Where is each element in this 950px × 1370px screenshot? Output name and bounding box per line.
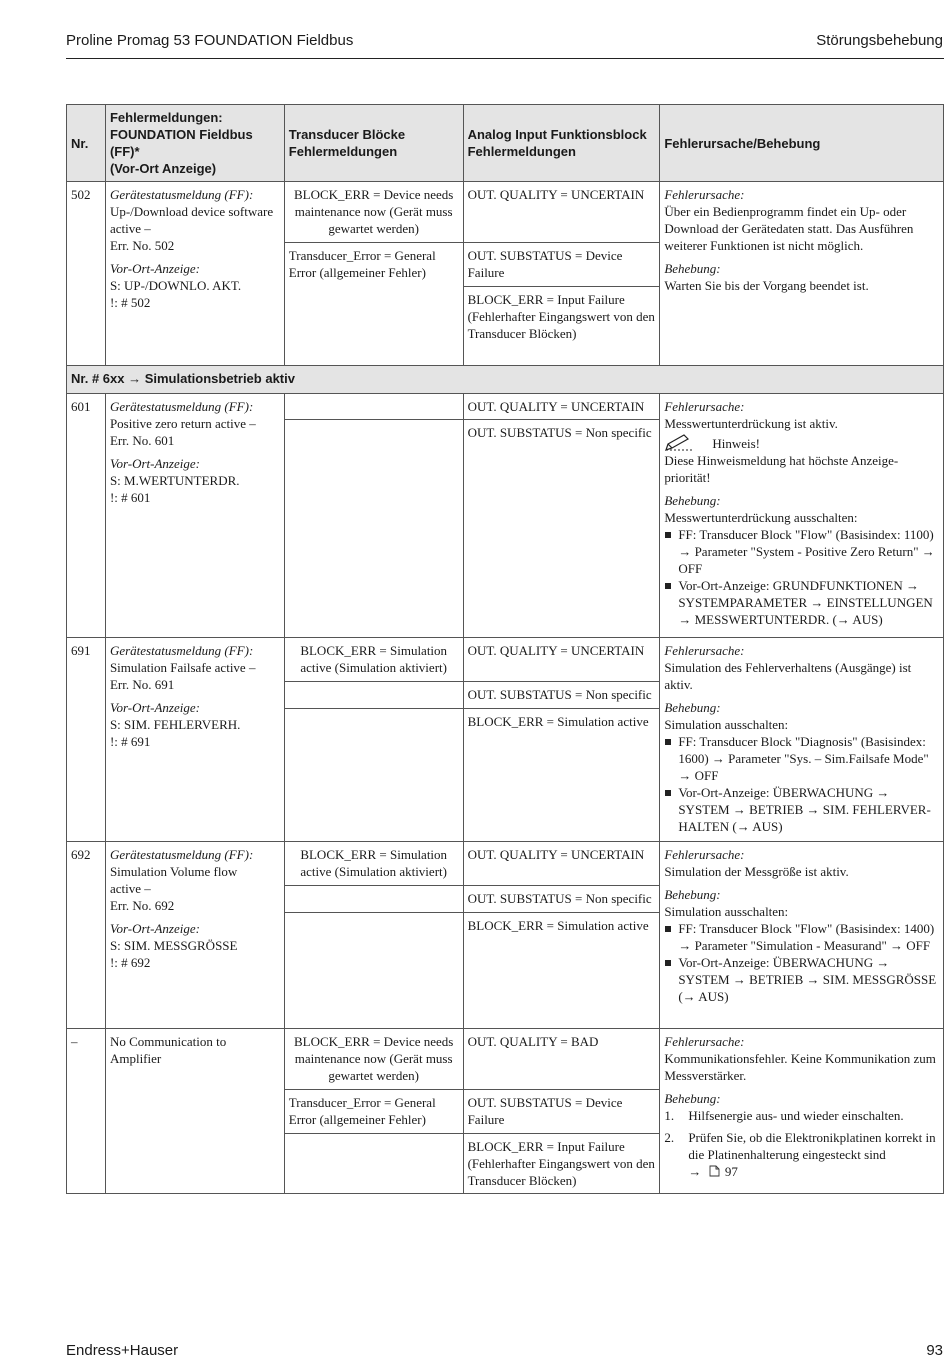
ai-message: OUT. QUALITY = BAD bbox=[464, 1029, 660, 1090]
col-header-ff bbox=[105, 105, 284, 182]
ai-message: OUT. SUBSTATUS = Non specific bbox=[464, 886, 660, 913]
ff-line: active – bbox=[109, 221, 151, 236]
transducer-message: BLOCK_ERR = Device needs maintenance now (Gerät muss gewartet werden) bbox=[285, 1029, 463, 1090]
remedy-list bbox=[664, 526, 939, 628]
ff-line: Up-/Download device software bbox=[109, 204, 274, 219]
col-header-cause: Fehlerursache/Behebung bbox=[660, 105, 944, 182]
transducer-message: BLOCK_ERR = Simulation active (Simulation aktiviert) bbox=[285, 842, 463, 886]
ff-message: No Communication to Amplifier bbox=[105, 1029, 284, 1194]
header-section: Störungsbehebung bbox=[816, 32, 943, 49]
error-number: 691 bbox=[67, 638, 106, 842]
ai-message: OUT. QUALITY = UNCERTAIN bbox=[464, 182, 660, 243]
step-text: Hilfsenergie aus- und wieder einschalten. bbox=[688, 1108, 904, 1123]
cause-remedy bbox=[660, 638, 944, 842]
transducer-message: BLOCK_ERR = Simulation active (Simulation aktiviert) bbox=[285, 638, 463, 682]
local-display-line: S: UP-/DOWNLO. AKT. bbox=[109, 278, 242, 293]
table-header-row bbox=[67, 105, 944, 182]
table-row bbox=[67, 638, 944, 842]
ai-message: OUT. QUALITY = UNCERTAIN bbox=[464, 394, 660, 420]
error-table bbox=[66, 104, 944, 1194]
device-status-label: Gerätestatusmeldung (FF): bbox=[109, 187, 254, 202]
error-number: – bbox=[67, 1029, 106, 1194]
col-header-tb-line: Transducer Blöcke bbox=[288, 127, 406, 142]
transducer-messages bbox=[284, 638, 463, 842]
list-item: Vor-Ort-Anzeige: GRUNDFUNKTIONEN → SYSTEMPARAMETER → EINSTELLUNGEN → MESSWERTUNTERDR. (→ AUS) bbox=[664, 577, 939, 628]
page-reference[interactable] bbox=[688, 1163, 939, 1180]
error-number: 692 bbox=[67, 842, 106, 1029]
transducer-messages bbox=[284, 842, 463, 1029]
ff-line: Err. No. 692 bbox=[109, 898, 175, 913]
remedy-intro: Simulation ausschalten: bbox=[664, 717, 789, 732]
cause-text: Über ein Bedienprogramm findet ein Up- oder Download der Gerätedaten statt. Das Ausführen weiterer Funktionen ist nicht möglich. bbox=[664, 204, 914, 253]
local-display-line: !: # 692 bbox=[109, 955, 151, 970]
transducer-messages bbox=[284, 182, 463, 366]
header-rule bbox=[66, 58, 944, 59]
remedy-label: Behebung: bbox=[664, 887, 721, 902]
col-header-ff-line: (FF)* bbox=[109, 144, 140, 159]
col-header-transducer bbox=[284, 105, 463, 182]
ai-message: OUT. SUBSTATUS = Device Failure bbox=[464, 243, 660, 287]
table-row bbox=[67, 394, 944, 638]
remedy-label: Behebung: bbox=[664, 261, 721, 276]
ff-line: Simulation Volume flow bbox=[109, 864, 238, 879]
col-header-ai-line: Analog Input Funktionsblock bbox=[467, 127, 647, 142]
table-row bbox=[67, 842, 944, 1029]
transducer-message-empty bbox=[285, 394, 463, 420]
cause-remedy bbox=[660, 842, 944, 1029]
remedy-text: Warten Sie bis der Vorgang beendet ist. bbox=[664, 278, 869, 293]
ai-message: OUT. QUALITY = UNCERTAIN bbox=[464, 638, 660, 682]
transducer-messages bbox=[284, 394, 463, 638]
local-display-label: Vor-Ort-Anzeige: bbox=[109, 700, 200, 715]
local-display-line: !: # 691 bbox=[109, 734, 151, 749]
arrow-icon: → bbox=[688, 1164, 702, 1179]
cause-label: Fehlerursache: bbox=[664, 847, 745, 862]
col-header-tb-line: Fehlermeldungen bbox=[288, 144, 398, 159]
ai-messages bbox=[463, 1029, 660, 1194]
local-display-label: Vor-Ort-Anzeige: bbox=[109, 261, 200, 276]
table-row bbox=[67, 182, 944, 366]
local-display-line: S: SIM. FEHLERVERH. bbox=[109, 717, 241, 732]
cause-label: Fehlerursache: bbox=[664, 187, 745, 202]
cause-label: Fehlerursache: bbox=[664, 399, 745, 414]
remedy-intro: Simulation ausschalten: bbox=[664, 904, 789, 919]
ff-line: Err. No. 691 bbox=[109, 677, 175, 692]
remedy-label: Behebung: bbox=[664, 493, 721, 508]
transducer-message: Transducer_Error = General Error (allgemeiner Fehler) bbox=[285, 1090, 463, 1134]
transducer-messages bbox=[284, 1029, 463, 1194]
col-header-analog-input bbox=[463, 105, 660, 182]
remedy-label: Behebung: bbox=[664, 700, 721, 715]
ai-messages bbox=[463, 638, 660, 842]
section-row bbox=[67, 366, 944, 394]
cause-text: Messwertunterdrückung ist aktiv. bbox=[664, 416, 838, 431]
hint-line bbox=[664, 434, 939, 452]
error-number: 601 bbox=[67, 394, 106, 638]
header-title: Proline Promag 53 FOUNDATION Fieldbus bbox=[66, 32, 354, 49]
section-title: Nr. # 6xx → Simulationsbetrieb aktiv bbox=[67, 366, 944, 394]
cause-remedy bbox=[660, 1029, 944, 1194]
remedy-list bbox=[664, 733, 939, 835]
cause-text: Simulation der Messgröße ist aktiv. bbox=[664, 864, 849, 879]
footer-brand: Endress+Hauser bbox=[66, 1342, 179, 1359]
cause-text: Simulation des Fehlerverhaltens (Ausgänge) ist aktiv. bbox=[664, 660, 912, 692]
page-icon bbox=[709, 1165, 720, 1177]
transducer-message: BLOCK_ERR = Device needs maintenance now (Gerät muss gewartet werden) bbox=[285, 182, 463, 243]
local-display-label: Vor-Ort-Anzeige: bbox=[109, 456, 200, 471]
ai-message: OUT. SUBSTATUS = Device Failure bbox=[464, 1090, 660, 1134]
local-display-line: S: SIM. MESSGRÖSSE bbox=[109, 938, 238, 953]
step-number: 1. bbox=[664, 1108, 675, 1123]
list-item: Vor-Ort-Anzeige: ÜBERWACHUNG → SYSTEM → BETRIEB → SIM. MESSGRÖSSE (→ AUS) bbox=[664, 954, 939, 1005]
ai-message: BLOCK_ERR = Input Failure (Fehlerhafter Eingangswert von den Transducer Blöcken) bbox=[467, 292, 655, 341]
col-header-nr: Nr. bbox=[67, 105, 106, 182]
ai-messages bbox=[463, 182, 660, 366]
table-row bbox=[67, 1029, 944, 1194]
footer-page-number: 93 bbox=[926, 1342, 943, 1359]
col-header-ai-line: Fehlermeldungen bbox=[467, 144, 576, 159]
hint-label: Hinweis! bbox=[712, 435, 760, 451]
ai-message: OUT. QUALITY = UNCERTAIN bbox=[464, 842, 660, 886]
ff-line: Simulation Failsafe active – bbox=[109, 660, 256, 675]
local-display-line: S: M.WERTUNTERDR. bbox=[109, 473, 240, 488]
remedy-intro: Messwertunterdrückung ausschalten: bbox=[664, 510, 858, 525]
hint-text: Diese Hinweismeldung hat höchste Anzeige-priorität! bbox=[664, 453, 899, 485]
cause-remedy bbox=[660, 394, 944, 638]
ff-message bbox=[105, 182, 284, 366]
ff-line: Err. No. 502 bbox=[109, 238, 175, 253]
ai-message: OUT. SUBSTATUS = Non specific bbox=[467, 425, 652, 440]
cause-remedy bbox=[660, 182, 944, 366]
list-item: FF: Transducer Block "Flow" (Basisindex: 1100) → Parameter "System - Positive Zero Return" → OFF bbox=[664, 526, 939, 577]
page-number: 97 bbox=[724, 1164, 738, 1179]
ff-message bbox=[105, 638, 284, 842]
local-display-label: Vor-Ort-Anzeige: bbox=[109, 921, 200, 936]
ff-message bbox=[105, 842, 284, 1029]
col-header-ff-line: (Vor-Ort Anzeige) bbox=[109, 161, 217, 176]
device-status-label: Gerätestatusmeldung (FF): bbox=[109, 399, 254, 414]
col-header-ff-line: Fehlermeldungen: bbox=[109, 110, 223, 125]
step-number: 2. bbox=[664, 1130, 675, 1145]
transducer-message-empty bbox=[285, 886, 463, 913]
device-status-label: Gerätestatusmeldung (FF): bbox=[109, 643, 254, 658]
ai-messages bbox=[463, 394, 660, 638]
local-display-line: !: # 601 bbox=[109, 490, 151, 505]
ai-message: BLOCK_ERR = Input Failure (Fehlerhafter Eingangswert von den Transducer Blöcken) bbox=[467, 1139, 655, 1188]
remedy-list bbox=[664, 920, 939, 1005]
ff-line: Positive zero return active – bbox=[109, 416, 256, 431]
list-item bbox=[664, 1107, 939, 1124]
remedy-steps bbox=[664, 1107, 939, 1180]
list-item: Vor-Ort-Anzeige: ÜBERWACHUNG → SYSTEM → BETRIEB → SIM. FEHLERVER-HALTEN (→ AUS) bbox=[664, 784, 939, 835]
list-item: FF: Transducer Block "Flow" (Basisindex: 1400) → Parameter "Simulation - Measurand" → OFF bbox=[664, 920, 939, 954]
cause-label: Fehlerursache: bbox=[664, 1034, 745, 1049]
ff-message bbox=[105, 394, 284, 638]
remedy-label: Behebung: bbox=[664, 1091, 721, 1106]
transducer-message: Transducer_Error = General Error (allgemeiner Fehler) bbox=[288, 248, 436, 280]
list-item: FF: Transducer Block "Diagnosis" (Basisindex: 1600) → Parameter "Sys. – Sim.Failsafe Mode" → OFF bbox=[664, 733, 939, 784]
ff-line: active – bbox=[109, 881, 151, 896]
cause-text: Kommunikationsfehler. Keine Kommunikation zum Messverstärker. bbox=[664, 1051, 936, 1083]
ai-messages bbox=[463, 842, 660, 1029]
ff-line: Err. No. 601 bbox=[109, 433, 175, 448]
col-header-ff-line: FOUNDATION Fieldbus bbox=[109, 127, 253, 142]
step-text: Prüfen Sie, ob die Elektronikplatinen korrekt in die Platinenhalterung eingesteckt sind bbox=[688, 1130, 936, 1162]
local-display-line: !: # 502 bbox=[109, 295, 151, 310]
list-item bbox=[664, 1129, 939, 1180]
ai-message: BLOCK_ERR = Simulation active bbox=[467, 918, 649, 933]
ai-message: OUT. SUBSTATUS = Non specific bbox=[464, 682, 660, 709]
ai-message: BLOCK_ERR = Simulation active bbox=[467, 714, 649, 729]
transducer-message-empty bbox=[285, 682, 463, 709]
cause-label: Fehlerursache: bbox=[664, 643, 745, 658]
pencil-note-icon bbox=[664, 434, 694, 452]
error-number: 502 bbox=[67, 182, 106, 366]
device-status-label: Gerätestatusmeldung (FF): bbox=[109, 847, 254, 862]
